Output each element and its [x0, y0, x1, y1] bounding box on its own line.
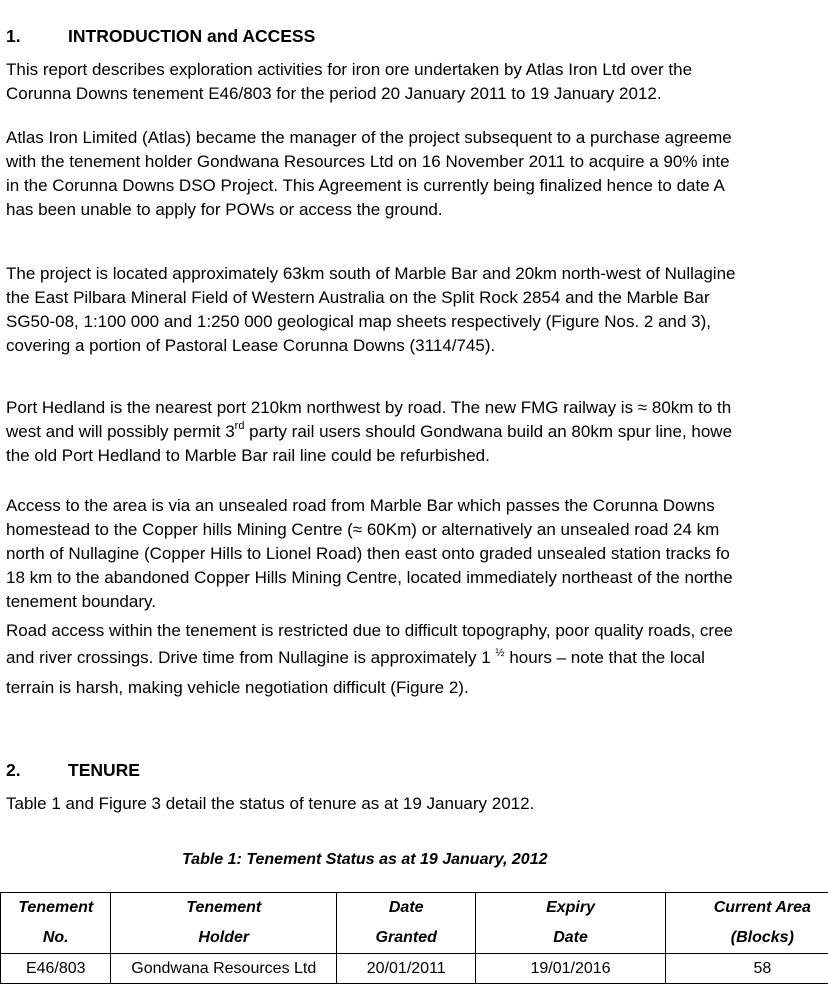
- cell-date-granted: 20/01/2011: [337, 954, 476, 984]
- text-fragment: west and will possibly permit 3: [6, 422, 235, 441]
- text-fragment: party rail users should Gondwana build an 80km spur line, howe: [244, 422, 733, 441]
- section-number: 1.: [6, 26, 21, 46]
- text-line: the East Pilbara Mineral Field of Western Australia on the Split Rock 2854 and the Marble Bar: [6, 288, 710, 307]
- text-line: homestead to the Copper hills Mining Centre (≈ 60Km) or alternatively an unsealed road 24 km: [6, 520, 720, 539]
- text-line: Atlas Iron Limited (Atlas) became the manager of the project subsequent to a purchase agreeme: [6, 128, 732, 147]
- ordinal-superscript: rd: [234, 420, 245, 433]
- header-current-area: Current Area (Blocks): [665, 893, 828, 954]
- paragraph-tenure-status: [6, 792, 534, 816]
- section-title: INTRODUCTION and ACCESS: [68, 26, 316, 46]
- table-header-row: [1, 893, 828, 954]
- text-line: SG50-08, 1:100 000 and 1:250 000 geological map sheets respectively (Figure Nos. 2 and 3),: [6, 312, 711, 331]
- header-date-granted: Date Granted: [337, 893, 476, 954]
- text-line: Corunna Downs tenement E46/803 for the period 20 January 2011 to 19 January 2012.: [6, 84, 662, 103]
- text-fragment: and river crossings. Drive time from Nullagine is approximately 1: [6, 648, 496, 667]
- text-line: [6, 644, 733, 674]
- text-line: the old Port Hedland to Marble Bar rail line could be refurbished.: [6, 446, 490, 465]
- text-line: with the tenement holder Gondwana Resources Ltd on 16 November 2011 to acquire a 90% inte: [6, 152, 730, 171]
- text-line: tenement boundary.: [6, 592, 156, 611]
- paragraph-road-access: [6, 617, 733, 701]
- text-fragment: hours – note that the local: [504, 648, 705, 667]
- header-tenement-no: Tenement No.: [1, 893, 111, 954]
- text-line: covering a portion of Pastoral Lease Corunna Downs (3114/745).: [6, 336, 496, 355]
- half-fraction: ½: [495, 647, 505, 659]
- cell-tenement-holder: Gondwana Resources Ltd: [111, 954, 337, 984]
- text-line: terrain is harsh, making vehicle negotiation difficult (Figure 2).: [6, 678, 469, 697]
- paragraph-report-scope: [6, 58, 692, 106]
- section-number: 2.: [6, 760, 21, 780]
- header-expiry-date: Expiry Date: [476, 893, 665, 954]
- table-row: [1, 954, 828, 984]
- text-line: The project is located approximately 63km south of Marble Bar and 20km north-west of Nullagine: [6, 264, 736, 283]
- cell-expiry-date: 19/01/2016: [476, 954, 665, 984]
- text-line: has been unable to apply for POWs or access the ground.: [6, 200, 443, 219]
- paragraph-atlas-manager: [6, 126, 732, 222]
- text-line: This report describes exploration activities for iron ore undertaken by Atlas Iron Ltd over the: [6, 60, 693, 79]
- text-line: in the Corunna Downs DSO Project. This Agreement is currently being finalized hence to date A: [6, 176, 725, 195]
- cell-tenement-no: E46/803: [1, 954, 111, 984]
- header-tenement-holder: Tenement Holder: [111, 893, 337, 954]
- text-line: Access to the area is via an unsealed road from Marble Bar which passes the Corunna Downs: [6, 496, 715, 515]
- text-line: Table 1 and Figure 3 detail the status of tenure as at 19 January 2012.: [6, 794, 535, 813]
- paragraph-access-route: [6, 494, 733, 614]
- table-caption: Table 1: Tenement Status as at 19 January, 2012: [182, 851, 548, 868]
- paragraph-port-rail: [6, 396, 732, 468]
- section-title: TENURE: [68, 760, 140, 780]
- text-line: [6, 420, 732, 444]
- tenement-status-table: [0, 892, 828, 984]
- text-line: 18 km to the abandoned Copper Hills Mining Centre, located immediately northeast of the northe: [6, 568, 733, 587]
- text-line: north of Nullagine (Copper Hills to Lionel Road) then east onto graded unsealed station tracks fo: [6, 544, 730, 563]
- text-line: Road access within the tenement is restricted due to difficult topography, poor quality roads, cree: [6, 621, 733, 640]
- cell-current-area: 58: [665, 954, 828, 984]
- text-line: Port Hedland is the nearest port 210km northwest by road. The new FMG railway is ≈ 80km to th: [6, 398, 732, 417]
- paragraph-project-location: [6, 262, 735, 358]
